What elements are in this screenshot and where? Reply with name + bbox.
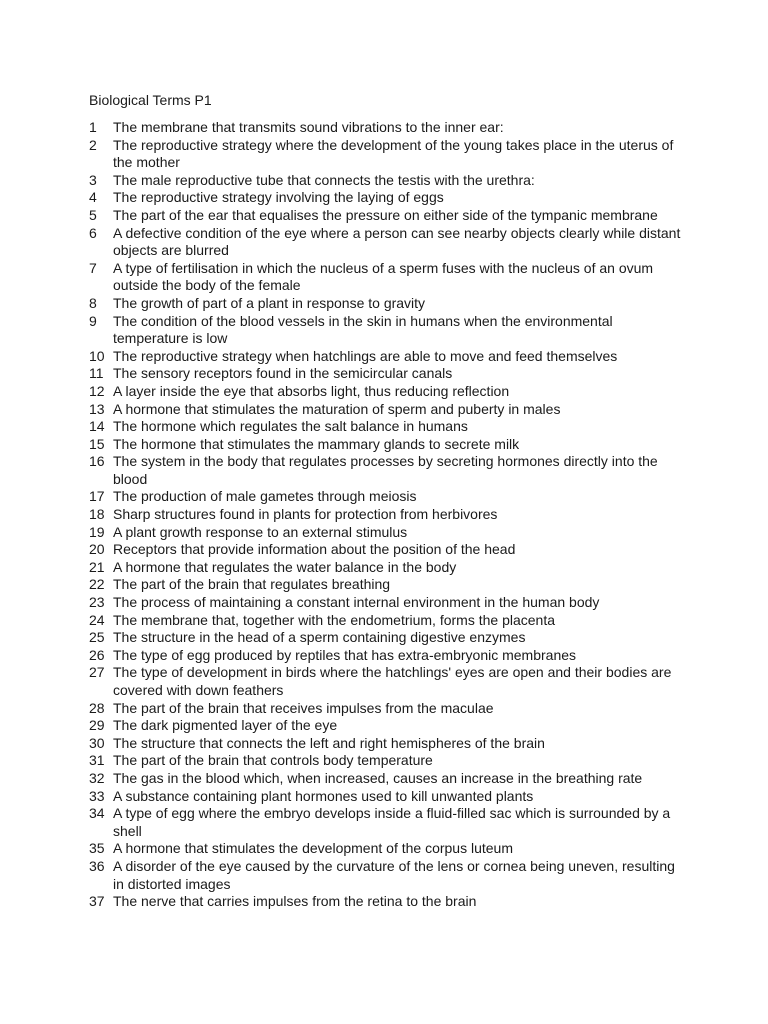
term-number: 20 (89, 541, 105, 558)
term-item (89, 700, 689, 718)
term-item (89, 752, 689, 770)
term-description: The structure in the head of a sperm containing digestive enzymes (113, 629, 526, 646)
term-description: The condition of the blood vessels in the skin in humans when the environmental temperature is low (113, 312, 613, 347)
term-item (89, 401, 689, 419)
term-item (89, 770, 689, 788)
term-number: 2 (89, 136, 97, 153)
term-item (89, 788, 689, 806)
term-item (89, 506, 689, 524)
term-number: 7 (89, 259, 97, 276)
term-description: The part of the brain that controls body temperature (113, 752, 433, 769)
term-item (89, 260, 689, 295)
term-number: 3 (89, 171, 97, 188)
term-item (89, 189, 689, 207)
term-item (89, 612, 689, 630)
term-description: A layer inside the eye that absorbs light, thus reducing reflection (113, 382, 510, 399)
term-number: 16 (89, 453, 105, 470)
term-number: 4 (89, 189, 97, 206)
term-description: The type of egg produced by reptiles that has extra-embryonic membranes (113, 646, 577, 663)
term-description: The type of development in birds where the hatchlings' eyes are open and their bodies are covered with down feathers (113, 664, 672, 698)
term-description: The part of the brain that receives impulses from the maculae (113, 699, 494, 716)
term-item (89, 559, 689, 577)
term-number: 9 (89, 312, 97, 329)
term-description: The part of the ear that equalises the pressure on either side of the tympanic membrane (113, 206, 658, 223)
term-item (89, 225, 689, 260)
term-description: The system in the body that regulates processes by secreting hormones directly into the blood (113, 453, 658, 487)
term-number: 10 (89, 347, 105, 364)
term-description: A substance containing plant hormones used to kill unwanted plants (113, 787, 534, 804)
term-number: 25 (89, 629, 105, 646)
term-list (89, 119, 689, 911)
term-description: The nerve that carries impulses from the retina to the brain (113, 893, 477, 910)
term-description: The part of the brain that regulates breathing (113, 576, 391, 593)
term-number: 35 (89, 840, 105, 857)
term-number: 36 (89, 857, 105, 874)
term-description: Sharp structures found in plants for protection from herbivores (113, 506, 498, 523)
term-description: The reproductive strategy when hatchlings are able to move and feed themselves (113, 347, 618, 364)
term-item (89, 717, 689, 735)
term-item (89, 664, 689, 699)
term-number: 14 (89, 418, 105, 435)
term-item (89, 383, 689, 401)
term-description: The dark pigmented layer of the eye (113, 717, 338, 734)
term-item (89, 805, 689, 840)
term-description: The structure that connects the left and right hemispheres of the brain (113, 734, 545, 751)
term-item (89, 541, 689, 559)
term-number: 34 (89, 805, 105, 822)
document-title: Biological Terms P1 (89, 92, 212, 108)
term-number: 11 (89, 365, 104, 382)
term-description: A type of egg where the embryo develops inside a fluid-filled sac which is surrounded by a shell (113, 805, 671, 839)
term-item (89, 893, 689, 911)
term-item (89, 524, 689, 542)
term-item (89, 313, 689, 348)
term-number: 33 (89, 787, 105, 804)
term-description: A hormone that stimulates the development of the corpus luteum (113, 840, 514, 857)
term-description: Receptors that provide information about the position of the head (113, 541, 516, 558)
term-item (89, 453, 689, 488)
term-number: 6 (89, 224, 97, 241)
term-description: A defective condition of the eye where a person can see nearby objects clearly while distant objects are blurred (113, 224, 681, 259)
term-number: 30 (89, 734, 105, 751)
term-number: 15 (89, 435, 105, 452)
term-number: 29 (89, 717, 105, 734)
term-number: 17 (89, 488, 105, 505)
term-item (89, 629, 689, 647)
term-description: A type of fertilisation in which the nucleus of a sperm fuses with the nucleus of an ovum outside the body of the female (113, 259, 654, 294)
term-description: A hormone that regulates the water balance in the body (113, 558, 457, 575)
term-description: The reproductive strategy where the development of the young takes place in the uterus of the mother (113, 136, 674, 171)
term-description: The hormone that stimulates the mammary glands to secrete milk (113, 435, 520, 452)
term-item (89, 207, 689, 225)
term-item (89, 576, 689, 594)
term-description: The membrane that transmits sound vibrations to the inner ear: (113, 119, 504, 135)
term-number: 27 (89, 664, 105, 681)
term-number: 21 (89, 558, 105, 575)
document-page (89, 91, 689, 911)
term-item (89, 418, 689, 436)
term-item (89, 348, 689, 366)
term-item (89, 488, 689, 506)
term-number: 24 (89, 611, 105, 628)
term-number: 19 (89, 523, 105, 540)
term-description: The membrane that, together with the endometrium, forms the placenta (113, 611, 556, 628)
term-number: 1 (89, 119, 97, 135)
term-description: The gas in the blood which, when increased, causes an increase in the breathing rate (113, 769, 643, 786)
term-number: 18 (89, 506, 105, 523)
term-description: The hormone which regulates the salt balance in humans (113, 418, 468, 435)
term-item (89, 647, 689, 665)
term-description: The male reproductive tube that connects the testis with the urethra: (113, 171, 535, 188)
term-description: A hormone that stimulates the maturation of sperm and puberty in males (113, 400, 561, 417)
term-item (89, 735, 689, 753)
term-description: The reproductive strategy involving the laying of eggs (113, 189, 444, 206)
term-number: 12 (89, 382, 105, 399)
term-number: 31 (89, 752, 105, 769)
term-description: The growth of part of a plant in response to gravity (113, 294, 426, 311)
term-number: 26 (89, 646, 105, 663)
term-description: The process of maintaining a constant internal environment in the human body (113, 594, 600, 611)
term-number: 37 (89, 893, 105, 910)
term-item (89, 858, 689, 893)
term-item (89, 295, 689, 313)
term-item (89, 365, 689, 383)
term-number: 23 (89, 594, 105, 611)
term-item (89, 594, 689, 612)
term-number: 8 (89, 294, 97, 311)
term-number: 13 (89, 400, 105, 417)
term-item (89, 840, 689, 858)
term-description: A plant growth response to an external stimulus (113, 523, 408, 540)
term-number: 28 (89, 699, 105, 716)
term-item (89, 119, 689, 137)
term-description: The production of male gametes through meiosis (113, 488, 417, 505)
term-number: 5 (89, 206, 97, 223)
term-number: 32 (89, 769, 105, 786)
term-item (89, 137, 689, 172)
term-item (89, 436, 689, 454)
term-description: A disorder of the eye caused by the curvature of the lens or cornea being uneven, resulting in distorted images (113, 857, 675, 892)
term-description: The sensory receptors found in the semicircular canals (113, 365, 453, 382)
term-number: 22 (89, 576, 105, 593)
term-item (89, 172, 689, 190)
